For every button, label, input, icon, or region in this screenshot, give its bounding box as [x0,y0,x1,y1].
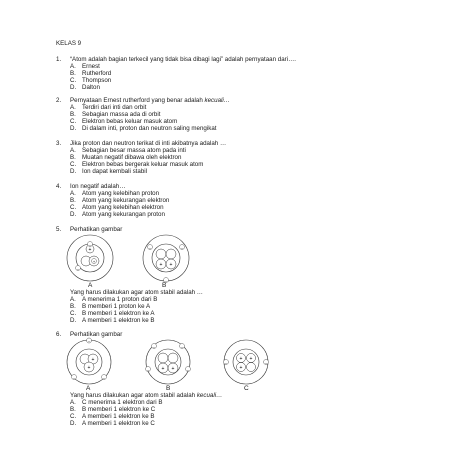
q6-option-b-letter: B. [70,406,76,413]
q5-label-b: B [162,282,167,289]
q5-option-c: B memberi 1 elektron ke A [82,310,155,317]
q1-option-a-letter: A. [70,63,76,70]
proton-sign: + [87,365,91,371]
q1-option-d-letter: D. [70,84,77,91]
q6-option-c-letter: C. [70,413,77,420]
proton-sign: + [169,262,173,268]
electron-sign: – [102,374,106,380]
electron-sign: – [76,265,80,271]
q5-option-d-letter: D. [70,317,77,324]
q6-option-c: A memberi 1 elektron ke B [82,413,155,420]
q2-option-a-letter: A. [70,104,76,111]
q4-option-a: Atom yang kelebihan proton [82,190,160,197]
proton-sign: + [239,365,243,371]
electron-sign: – [87,338,91,344]
neutron [247,363,256,372]
q3-option-c: Elektron bebas bergerak keluar masuk atom [82,161,204,168]
q6-text: Perhatikan gambar [70,331,123,338]
q1-option-c-letter: C. [70,77,77,84]
q3-option-d: Ion dapat kembali stabil [82,168,148,175]
q6-label-b: B [166,385,171,392]
q6-option-d-letter: D. [70,420,77,427]
inner-orbit [233,349,259,375]
q2-option-b: Sebagian massa ada di orbit [82,111,161,118]
q6-option-b: B memberi 1 elektron ke C [82,406,156,413]
q6-label-c: C [244,385,249,392]
q2-number: 2. [56,97,62,104]
proton-sign: + [92,259,96,264]
q2-option-d-letter: D. [70,125,77,132]
electron-sign: – [146,366,150,372]
q1-option-a: Ernest [82,63,100,70]
q1-option-b-letter: B. [70,70,76,77]
q2-option-a: Terdiri dari inti dan orbit [82,104,147,111]
q5-option-c-letter: C. [70,310,77,317]
outer-orbit [224,340,268,384]
q4-text: Ion negatif adalah… [70,183,126,190]
q2-text: Pernyataan Ernest rutherford yang benar adalah kecuali… [70,97,230,104]
q6-prompt: Yang harus dilakukan agar atom stabil adalah kecuali… [70,392,223,399]
q1-option-b: Rutherford [82,70,112,77]
neutron [166,249,176,259]
q5-atom-a-diagram [66,234,114,282]
electron-sign: – [180,343,184,349]
q3-option-b: Muatan negatif dibawa oleh elektron [82,154,182,161]
electron-sign: – [264,359,268,365]
q6-label-a: A [86,385,91,392]
q2-option-b-letter: B. [70,111,76,118]
proton-sign: + [91,357,95,363]
q2-option-c-letter: C. [70,118,77,125]
q5-text: Perhatikan gambar [70,226,123,233]
q3-option-a: Sebagian besar massa atom pada inti [82,147,186,154]
q6-atom-c-diagram [223,339,269,385]
proton-sign: + [249,356,253,362]
q4-option-b-letter: B. [70,197,76,204]
outer-orbit [143,235,189,281]
q3-option-c-letter: C. [70,161,77,168]
q4-option-d-letter: D. [70,211,77,218]
q2-option-c: Elektron bebas keluar masuk atom [82,118,178,125]
q4-option-b: Atom yang kekurangan elektron [82,197,170,204]
neutron [156,249,166,259]
q5-option-b-letter: B. [70,303,76,310]
q5-atom-b-diagram [142,234,190,282]
q5-number: 5. [56,226,62,233]
electron-sign: – [152,343,156,349]
q3-option-a-letter: A. [70,147,76,154]
q4-option-a-letter: A. [70,190,76,197]
q5-option-b: B memberi 1 proton ke A [82,303,151,310]
q2-option-d: Di dalam inti, proton dan neutron saling mengikat [82,125,217,132]
electron-sign: – [88,241,92,247]
q3-number: 3. [56,140,62,147]
q1-number: 1. [56,56,62,63]
q6-number: 6. [56,331,62,338]
q4-option-c: Atom yang kelebihan elektron [82,204,164,211]
proton-sign: + [159,262,163,268]
q5-option-d: A memberi 1 elektron ke B [82,317,155,324]
electron-sign: – [186,366,190,372]
q6-option-d: A memberi 1 elektron ke C [82,420,155,427]
q3-option-d-letter: D. [70,168,77,175]
q5-option-a-letter: A. [70,296,76,303]
class-header: KELAS 9 [56,40,82,47]
q4-number: 4. [56,183,62,190]
inner-orbit [152,244,180,272]
electron-sign: – [164,277,168,283]
q1-option-d: Dalton [82,84,100,91]
q3-option-b-letter: B. [70,154,76,161]
proton-sign: + [239,356,243,362]
proton-sign: + [171,366,175,372]
q3-text: Jika proton dan neutron terikat di inti akibatnya adalah … [70,140,227,147]
proton-sign: + [88,247,92,253]
proton-sign: + [161,366,165,372]
q1-option-c: Thompson [82,77,112,84]
q6-atom-b-diagram [145,339,191,385]
q1-text: “Atom adalah bagian terkecil yang tidak bisa dibagi lagi” adalah pernyataan dari…. [70,56,296,63]
q5-prompt: Yang harus dilakukan agar atom stabil adalah … [70,289,203,296]
electron-sign: – [224,359,228,365]
electron-sign: – [148,244,152,250]
q5-label-a: A [88,282,93,289]
q6-atom-a-diagram [66,339,112,385]
q5-option-a: A menerima 1 proton dari B [82,296,158,303]
q6-option-a: C menerima 1 elektron dari B [82,399,163,406]
electron-sign: – [72,374,76,380]
q6-option-a-letter: A. [70,399,76,406]
q4-option-c-letter: C. [70,204,77,211]
electron-sign: – [180,244,184,250]
neutron [168,353,178,363]
q4-option-d: Atom yang kekurangan proton [82,211,165,218]
neutron [158,353,168,363]
